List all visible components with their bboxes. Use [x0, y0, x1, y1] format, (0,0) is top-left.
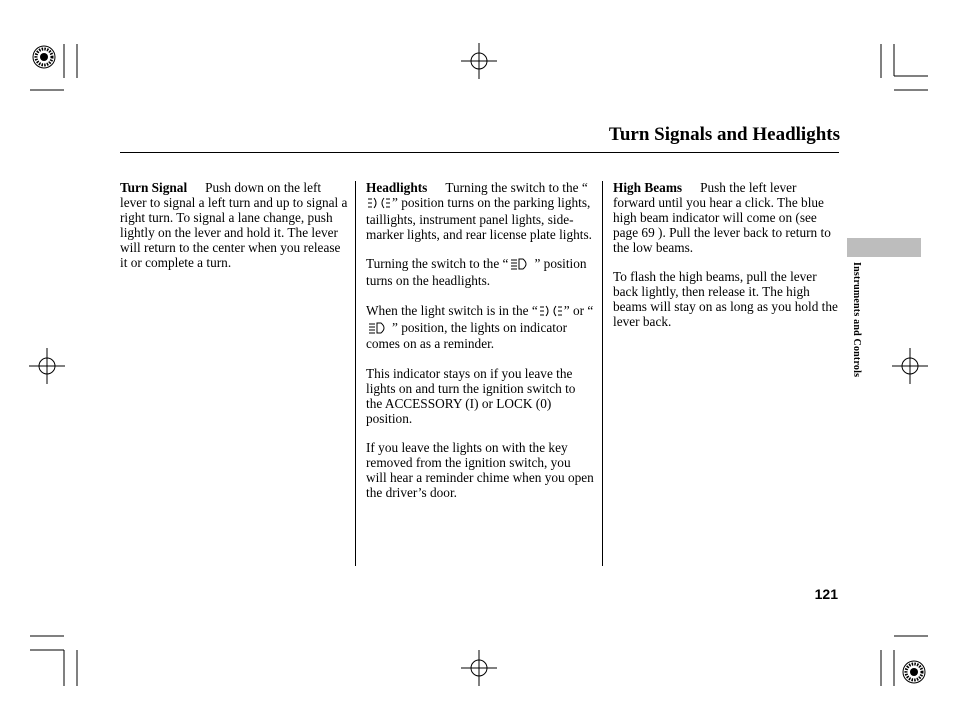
headlight-icon	[366, 322, 392, 338]
headlights-paragraph-2: Turning the switch to the “ ” position turns on the headlights.	[366, 256, 587, 289]
page-number: 121	[814, 586, 838, 602]
headlights-paragraph-1: Headlights Turning the switch to the “” position turns on the parking lights, taillights, instrument panel lights, side-marker lights, and rear license plate lights.	[366, 180, 592, 242]
parking-lights-icon	[538, 305, 564, 321]
parking-lights-icon	[366, 197, 392, 213]
headlights-paragraph-5: If you leave the lights on with the key removed from the ignition switch, you will hear a reminder chime when you open the driver’s door.	[366, 440, 594, 500]
headlight-icon	[508, 258, 534, 274]
section-tab-label: Instruments and Controls	[851, 262, 862, 378]
section-tab	[847, 238, 921, 257]
high-beams-heading: High Beams	[613, 180, 683, 195]
title-rule	[120, 152, 839, 153]
page-title: Turn Signals and Headlights	[608, 124, 840, 145]
column-divider	[602, 181, 603, 566]
high-beams-paragraph-2: To flash the high beams, pull the lever back lightly, then release it. The high beams will stay on as long as you hold the lever back.	[613, 269, 838, 329]
turn-signal-column	[120, 181, 348, 285]
headlights-paragraph-4: This indicator stays on if you leave the lights on and turn the ignition switch to the ACCESSORY (I) or LOCK (0) position.	[366, 365, 576, 426]
high-beams-paragraph-1: High Beams Push the left lever forward until you hear a click. The blue high beam indicator will come on (see page 69 ). Pull the lever back to return to the low beams.	[613, 180, 831, 255]
turn-signal-text: Push down on the left lever to signal a left turn and up to signal a right turn. To signal a lane change, push lightly on the lever and hold it. The lever will return to the center when you release it or complete a turn.	[120, 180, 348, 270]
turn-signal-heading: Turn Signal	[120, 180, 188, 195]
headlights-column	[366, 181, 594, 515]
high-beams-column	[613, 181, 839, 344]
column-divider	[355, 181, 356, 566]
headlights-heading: Headlights	[366, 180, 428, 195]
headlights-paragraph-3: When the light switch is in the “ ” or “” position, the lights on indicator comes on as a reminder.	[366, 302, 594, 352]
turn-signal-paragraph	[120, 181, 348, 270]
